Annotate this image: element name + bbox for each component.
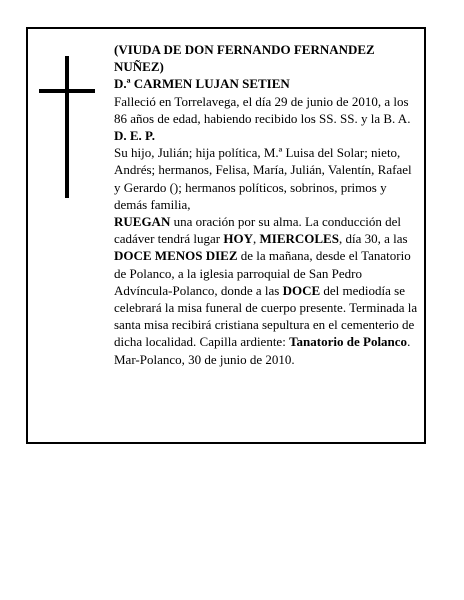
doce-menos-diez-text: DOCE MENOS DIEZ	[114, 248, 238, 264]
obituary-notice	[26, 27, 426, 444]
service-period: .	[407, 334, 411, 350]
cross-horizontal-bar	[39, 89, 95, 93]
cross-vertical-bar	[65, 56, 69, 198]
deceased-name: D.ª CARMEN LUJAN SETIEN	[114, 76, 290, 92]
ruegan-text: RUEGAN	[114, 214, 171, 230]
cross-icon	[39, 56, 95, 198]
closing-line: Mar-Polanco, 30 de junio de 2010.	[114, 351, 295, 367]
service-text-3: de la mañana, desde el Tanatorio de Polanco, a la iglesia parroquial de San Pedro Advíncula-Polanco, donde a las	[114, 248, 411, 298]
notice-body	[114, 41, 418, 368]
service-info	[114, 213, 418, 351]
service-text-1: una oración por su alma. La conducción del cadáver tendrá lugar	[114, 214, 402, 247]
service-text-2: , día 30, a las	[338, 231, 408, 247]
family-list: Su hijo, Julián; hija política, M.ª Luisa del Solar; nieto, Andrés; hermanos, Felisa, María, Julián, Valentín, Rafael y Gerardo (); hermanos políticos, sobrinos, primos y demás familia,	[114, 145, 412, 212]
tanatorio-text: Tanatorio de Polanco	[289, 334, 408, 350]
hoy-text: HOY	[223, 231, 253, 247]
death-info: Falleció en Torrelavega, el día 29 de junio de 2010, a los 86 años de edad, habiendo recibido los SS. SS. y la B. A.	[114, 93, 411, 126]
service-text-4: del mediodía se celebrará la misa funeral de cuerpo presente. Terminada la santa misa recibirá cristiana sepultura en el cementerio de dicha localidad. Capilla ardiente:	[114, 282, 418, 350]
widow-heading: (VIUDA DE DON FERNANDO FERNANDEZ NUÑEZ)	[114, 42, 375, 75]
doce-text: DOCE	[282, 282, 321, 298]
dep-line: D. E. P.	[114, 128, 156, 144]
miercoles-text: MIERCOLES	[259, 231, 339, 247]
service-comma: ,	[252, 231, 260, 247]
